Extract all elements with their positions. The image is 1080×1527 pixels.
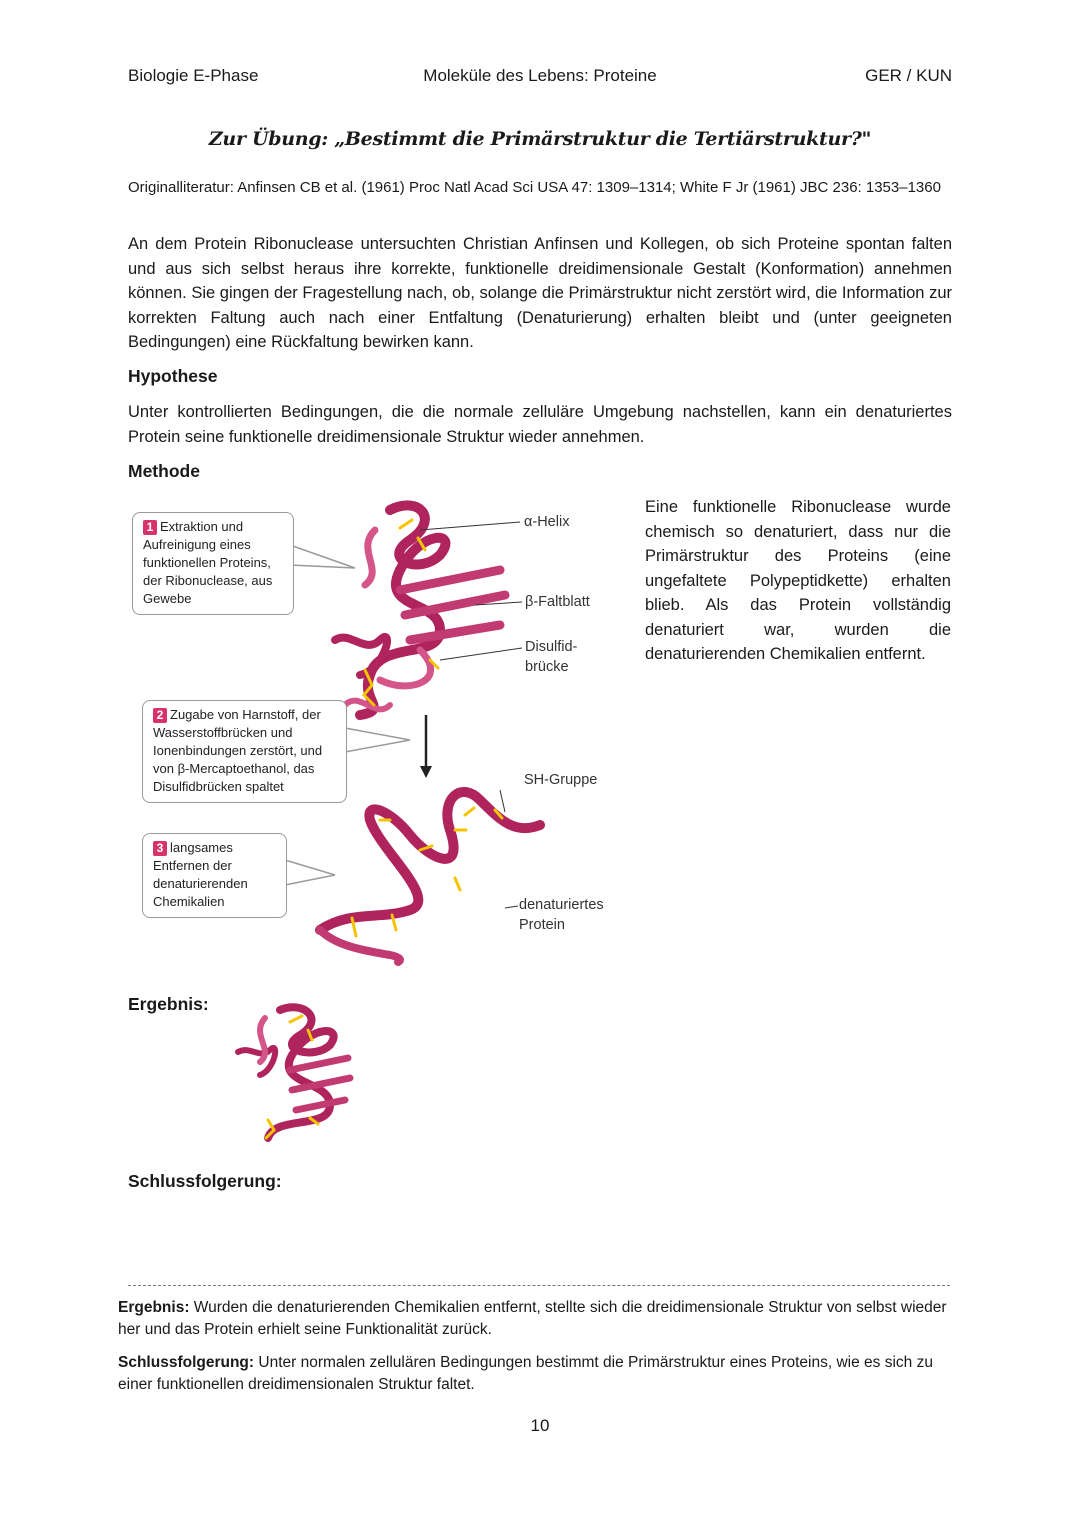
conclusion-heading: Schlussfolgerung: <box>128 1171 282 1191</box>
step-1-callout <box>132 512 294 615</box>
result-answer-text: Wurden die denaturierenden Chemikalien entfernt, stellte sich die dreidimensionale Struktur von selbst wieder her und das Protein erhielt seine Funktionalität zurück. <box>118 1299 947 1338</box>
header-left: Biologie E-Phase <box>128 66 259 85</box>
conclusion-answer-label: Schlussfolgerung: <box>118 1354 255 1371</box>
conclusion-answer-text: Unter normalen zellulären Bedingungen bestimmt die Primärstruktur eines Proteins, wie es sich zu einer funktionellen dreidimensionalen Struktur faltet. <box>118 1354 933 1393</box>
conclusion-answer <box>118 1352 968 1396</box>
exercise-title: Zur Übung: „Bestimmt die Primärstruktur die Tertiärstruktur?" <box>208 128 872 150</box>
divider <box>128 1285 950 1286</box>
denatured-protein <box>320 792 540 962</box>
intro-paragraph: An dem Protein Ribonuclease untersuchten Christian Anfinsen und Kollegen, ob sich Proteine spontan falten und aus sich selbst heraus ihre korrekte, funktionelle dreidimensionale Gestalt (Konformation) annehmen können. Sie gingen der Fragestellung nach, ob, solange die Primärstruktur nicht zerstört wird, die Information zur korrekten Faltung auch nach einer Entfaltung (Denaturierung) erhalten bleibt und (unter geeigneten Bedingungen) eine Rückfaltung bewirken kann. <box>128 235 952 351</box>
refolded-protein <box>230 1000 360 1150</box>
hypothesis-text: Unter kontrollierten Bedingungen, die die normale zelluläre Umgebung nachstellen, kann ein denaturiertes Protein seine funktionelle dreidimensionale Struktur wieder annehmen. <box>128 403 952 446</box>
folded-protein <box>335 505 505 715</box>
result-heading: Ergebnis: <box>128 994 209 1014</box>
method-description: Eine funktionelle Ribonuclease wurde chemisch so denaturiert, dass nur die Primärstruktur des Proteins (eine ungefaltete Polypeptidkette) erhalten blieb. Als das Protein vollständig denaturiert war, wurden die denaturierenden Chemikalien entfernt. <box>645 498 951 663</box>
label-disulfide-1: Disulfid- <box>525 639 578 655</box>
step-3-callout <box>142 833 287 918</box>
step-1-number: 1 <box>143 520 157 535</box>
step-1-text: Extraktion und Aufreinigung eines funktionellen Proteins, der Ribonuclease, aus Gewebe <box>143 519 273 606</box>
step-2-callout <box>142 700 347 803</box>
header-center: Moleküle des Lebens: Proteine <box>423 66 657 85</box>
label-sh-group: SH-Gruppe <box>524 772 598 788</box>
result-answer-label: Ergebnis: <box>118 1299 190 1316</box>
label-denatured-2: Protein <box>519 917 565 933</box>
label-disulfide-2: brücke <box>525 659 569 675</box>
step-2-text: Zugabe von Harnstoff, der Wasserstoffbrücken und Ionenbindungen zerstört, und von β-Mercaptoethanol, das Disulfidbrücken spaltet <box>153 707 323 794</box>
hypothesis-heading: Hypothese <box>128 366 218 386</box>
header-right: GER / KUN <box>865 66 952 85</box>
callout-pointer-2 <box>345 728 410 752</box>
callout-pointer-1 <box>290 545 355 568</box>
step-3-number: 3 <box>153 841 167 856</box>
step-3-text: langsames Entfernen der denaturierenden Chemikalien <box>153 840 248 909</box>
label-beta-sheet: β-Faltblatt <box>525 594 590 610</box>
result-answer <box>118 1297 968 1341</box>
step-2-number: 2 <box>153 708 167 723</box>
label-alpha-helix: α-Helix <box>524 514 570 530</box>
callout-pointer-3 <box>285 860 335 885</box>
page-number: 10 <box>530 1416 550 1435</box>
label-denatured-1: denaturiertes <box>519 897 604 913</box>
method-heading: Methode <box>128 461 200 481</box>
literature-reference: Originalliteratur: Anfinsen CB et al. (1961) Proc Natl Acad Sci USA 47: 1309–1314; White F Jr (1961) JBC 236: 1353–1360 <box>128 179 941 196</box>
